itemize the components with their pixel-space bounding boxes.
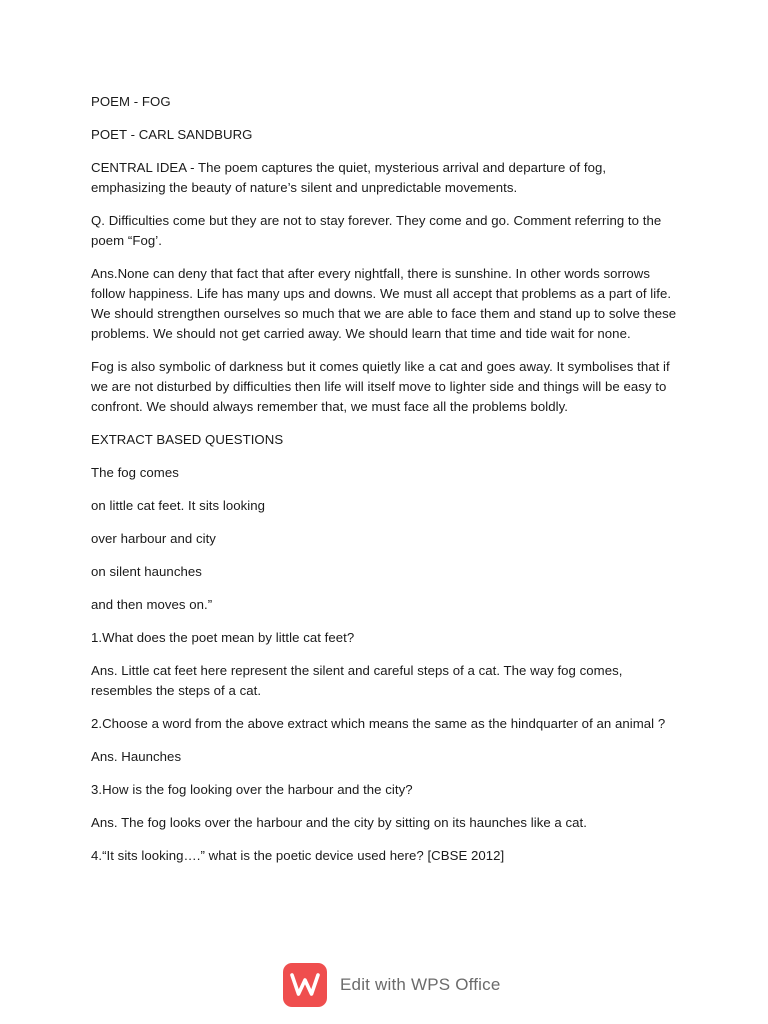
question-2: 2.Choose a word from the above extract which means the same as the hindquarter of an animal ? — [91, 716, 666, 731]
poem-line: and then moves on.” — [91, 597, 213, 612]
question-4: 4.“It sits looking….” what is the poetic device used here? [CBSE 2012] — [91, 848, 505, 863]
wps-office-logo-icon — [283, 963, 327, 1007]
poem-title: POEM - FOG — [91, 94, 171, 109]
poem-line: on little cat feet. It sits looking — [91, 498, 266, 513]
poem-line: on silent haunches — [91, 564, 202, 579]
question-difficulties: Q. Difficulties come but they are not to stay forever. They come and go. Comment referring to the poem “Fog’. — [91, 213, 662, 248]
document-body — [91, 92, 681, 879]
question-1: 1.What does the poet mean by little cat feet? — [91, 630, 355, 645]
answer-2: Ans. Haunches — [91, 749, 182, 764]
wps-edit-label[interactable]: Edit with WPS Office — [340, 975, 501, 994]
central-idea: CENTRAL IDEA - The poem captures the quiet, mysterious arrival and departure of fog, emphasizing the beauty of nature’s silent and unpredictable movements. — [91, 160, 607, 195]
poem-line: The fog comes — [91, 465, 179, 480]
fog-symbolism-paragraph: Fog is also symbolic of darkness but it comes quietly like a cat and goes away. It symbolises that if we are not disturbed by difficulties then life will itself move to lighter side and things will be easy to confront. We should always remember that, we must face all the problems boldly. — [91, 359, 670, 414]
question-3: 3.How is the fog looking over the harbour and the city? — [91, 782, 413, 797]
wps-edit-banner[interactable] — [283, 962, 501, 1008]
answer-difficulties: Ans.None can deny that fact that after every nightfall, there is sunshine. In other words sorrows follow happiness. Life has many ups and downs. We must all accept that problems as a part of life. We should strengthen ourselves so much that we are able to face them and stand up to solve these problems. We should not get carried away. We should learn that time and tide wait for none. — [91, 266, 677, 341]
answer-3: Ans. The fog looks over the harbour and the city by sitting on its haunches like a cat. — [91, 815, 587, 830]
answer-1: Ans. Little cat feet here represent the silent and careful steps of a cat. The way fog comes, resembles the steps of a cat. — [91, 663, 623, 698]
poet-name: POET - CARL SANDBURG — [91, 127, 253, 142]
section-heading-extract: EXTRACT BASED QUESTIONS — [91, 432, 284, 447]
poem-line: over harbour and city — [91, 531, 216, 546]
